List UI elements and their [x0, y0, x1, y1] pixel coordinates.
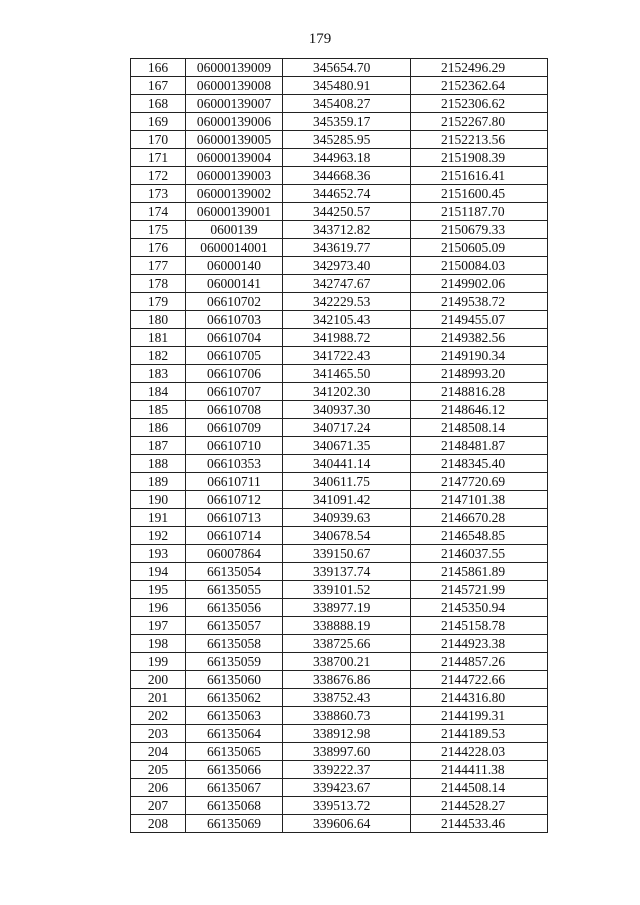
- table-row: [131, 617, 548, 635]
- table-row: [131, 419, 548, 437]
- x-coordinate-cell: 341465.50: [283, 365, 411, 383]
- row-number-cell: 179: [131, 293, 186, 311]
- point-id-cell: 66135064: [186, 725, 283, 743]
- table-row: [131, 131, 548, 149]
- y-coordinate-cell: 2150679.33: [411, 221, 548, 239]
- row-number-cell: 201: [131, 689, 186, 707]
- y-coordinate-cell: 2148508.14: [411, 419, 548, 437]
- y-coordinate-cell: 2144508.14: [411, 779, 548, 797]
- x-coordinate-cell: 345480.91: [283, 77, 411, 95]
- row-number-cell: 172: [131, 167, 186, 185]
- point-id-cell: 06610711: [186, 473, 283, 491]
- x-coordinate-cell: 341091.42: [283, 491, 411, 509]
- point-id-cell: 66135063: [186, 707, 283, 725]
- y-coordinate-cell: 2148481.87: [411, 437, 548, 455]
- row-number-cell: 199: [131, 653, 186, 671]
- y-coordinate-cell: 2145158.78: [411, 617, 548, 635]
- point-id-cell: 06000139002: [186, 185, 283, 203]
- point-id-cell: 66135067: [186, 779, 283, 797]
- point-id-cell: 06610703: [186, 311, 283, 329]
- table-row: [131, 77, 548, 95]
- row-number-cell: 166: [131, 59, 186, 77]
- row-number-cell: 188: [131, 455, 186, 473]
- table-row: [131, 329, 548, 347]
- x-coordinate-cell: 338997.60: [283, 743, 411, 761]
- table-row: [131, 167, 548, 185]
- y-coordinate-cell: 2149382.56: [411, 329, 548, 347]
- point-id-cell: 06610704: [186, 329, 283, 347]
- coordinates-table-body: [131, 59, 548, 833]
- y-coordinate-cell: 2144316.80: [411, 689, 548, 707]
- point-id-cell: 66135066: [186, 761, 283, 779]
- y-coordinate-cell: 2144228.03: [411, 743, 548, 761]
- y-coordinate-cell: 2149455.07: [411, 311, 548, 329]
- row-number-cell: 183: [131, 365, 186, 383]
- y-coordinate-cell: 2144857.26: [411, 653, 548, 671]
- table-row: [131, 599, 548, 617]
- x-coordinate-cell: 338977.19: [283, 599, 411, 617]
- x-coordinate-cell: 338888.19: [283, 617, 411, 635]
- x-coordinate-cell: 339150.67: [283, 545, 411, 563]
- row-number-cell: 206: [131, 779, 186, 797]
- row-number-cell: 205: [131, 761, 186, 779]
- row-number-cell: 207: [131, 797, 186, 815]
- table-row: [131, 383, 548, 401]
- row-number-cell: 171: [131, 149, 186, 167]
- point-id-cell: 06000139005: [186, 131, 283, 149]
- point-id-cell: 06610706: [186, 365, 283, 383]
- row-number-cell: 198: [131, 635, 186, 653]
- row-number-cell: 173: [131, 185, 186, 203]
- table-row: [131, 725, 548, 743]
- x-coordinate-cell: 341722.43: [283, 347, 411, 365]
- y-coordinate-cell: 2145861.89: [411, 563, 548, 581]
- y-coordinate-cell: 2152213.56: [411, 131, 548, 149]
- row-number-cell: 190: [131, 491, 186, 509]
- y-coordinate-cell: 2149190.34: [411, 347, 548, 365]
- x-coordinate-cell: 338676.86: [283, 671, 411, 689]
- row-number-cell: 187: [131, 437, 186, 455]
- y-coordinate-cell: 2145721.99: [411, 581, 548, 599]
- table-row: [131, 59, 548, 77]
- row-number-cell: 186: [131, 419, 186, 437]
- x-coordinate-cell: 338725.66: [283, 635, 411, 653]
- row-number-cell: 169: [131, 113, 186, 131]
- x-coordinate-cell: 342105.43: [283, 311, 411, 329]
- row-number-cell: 178: [131, 275, 186, 293]
- point-id-cell: 06000141: [186, 275, 283, 293]
- y-coordinate-cell: 2152362.64: [411, 77, 548, 95]
- y-coordinate-cell: 2151187.70: [411, 203, 548, 221]
- row-number-cell: 195: [131, 581, 186, 599]
- point-id-cell: 66135069: [186, 815, 283, 833]
- page-number: 179: [308, 31, 332, 47]
- point-id-cell: 06610353: [186, 455, 283, 473]
- y-coordinate-cell: 2144923.38: [411, 635, 548, 653]
- table-row: [131, 293, 548, 311]
- x-coordinate-cell: 338912.98: [283, 725, 411, 743]
- row-number-cell: 182: [131, 347, 186, 365]
- point-id-cell: 66135059: [186, 653, 283, 671]
- point-id-cell: 06610708: [186, 401, 283, 419]
- point-id-cell: 06000139001: [186, 203, 283, 221]
- x-coordinate-cell: 340611.75: [283, 473, 411, 491]
- y-coordinate-cell: 2148993.20: [411, 365, 548, 383]
- x-coordinate-cell: 344652.74: [283, 185, 411, 203]
- x-coordinate-cell: 338860.73: [283, 707, 411, 725]
- table-row: [131, 635, 548, 653]
- row-number-cell: 177: [131, 257, 186, 275]
- x-coordinate-cell: 339222.37: [283, 761, 411, 779]
- row-number-cell: 175: [131, 221, 186, 239]
- x-coordinate-cell: 343712.82: [283, 221, 411, 239]
- table-row: [131, 527, 548, 545]
- row-number-cell: 174: [131, 203, 186, 221]
- y-coordinate-cell: 2144533.46: [411, 815, 548, 833]
- row-number-cell: 192: [131, 527, 186, 545]
- x-coordinate-cell: 340939.63: [283, 509, 411, 527]
- table-row: [131, 707, 548, 725]
- table-row: [131, 239, 548, 257]
- x-coordinate-cell: 344668.36: [283, 167, 411, 185]
- point-id-cell: 06610712: [186, 491, 283, 509]
- y-coordinate-cell: 2145350.94: [411, 599, 548, 617]
- point-id-cell: 06610702: [186, 293, 283, 311]
- x-coordinate-cell: 340671.35: [283, 437, 411, 455]
- row-number-cell: 185: [131, 401, 186, 419]
- x-coordinate-cell: 345285.95: [283, 131, 411, 149]
- y-coordinate-cell: 2147720.69: [411, 473, 548, 491]
- point-id-cell: 66135065: [186, 743, 283, 761]
- table-row: [131, 221, 548, 239]
- table-row: [131, 545, 548, 563]
- table-row: [131, 563, 548, 581]
- point-id-cell: 06610709: [186, 419, 283, 437]
- table-row: [131, 437, 548, 455]
- x-coordinate-cell: 338752.43: [283, 689, 411, 707]
- y-coordinate-cell: 2148646.12: [411, 401, 548, 419]
- x-coordinate-cell: 341202.30: [283, 383, 411, 401]
- x-coordinate-cell: 344963.18: [283, 149, 411, 167]
- point-id-cell: 66135054: [186, 563, 283, 581]
- table-row: [131, 473, 548, 491]
- point-id-cell: 66135068: [186, 797, 283, 815]
- point-id-cell: 06000139008: [186, 77, 283, 95]
- x-coordinate-cell: 345408.27: [283, 95, 411, 113]
- x-coordinate-cell: 340937.30: [283, 401, 411, 419]
- point-id-cell: 66135062: [186, 689, 283, 707]
- table-row: [131, 815, 548, 833]
- point-id-cell: 66135056: [186, 599, 283, 617]
- point-id-cell: 0600139: [186, 221, 283, 239]
- y-coordinate-cell: 2146548.85: [411, 527, 548, 545]
- y-coordinate-cell: 2144411.38: [411, 761, 548, 779]
- row-number-cell: 194: [131, 563, 186, 581]
- table-row: [131, 797, 548, 815]
- point-id-cell: 06000140: [186, 257, 283, 275]
- x-coordinate-cell: 339513.72: [283, 797, 411, 815]
- row-number-cell: 196: [131, 599, 186, 617]
- y-coordinate-cell: 2149538.72: [411, 293, 548, 311]
- row-number-cell: 197: [131, 617, 186, 635]
- y-coordinate-cell: 2146670.28: [411, 509, 548, 527]
- table-row: [131, 779, 548, 797]
- y-coordinate-cell: 2144189.53: [411, 725, 548, 743]
- row-number-cell: 200: [131, 671, 186, 689]
- point-id-cell: 06610714: [186, 527, 283, 545]
- y-coordinate-cell: 2148816.28: [411, 383, 548, 401]
- point-id-cell: 06610710: [186, 437, 283, 455]
- row-number-cell: 167: [131, 77, 186, 95]
- x-coordinate-cell: 342229.53: [283, 293, 411, 311]
- y-coordinate-cell: 2152496.29: [411, 59, 548, 77]
- table-row: [131, 689, 548, 707]
- table-row: [131, 311, 548, 329]
- table-row: [131, 203, 548, 221]
- y-coordinate-cell: 2149902.06: [411, 275, 548, 293]
- row-number-cell: 168: [131, 95, 186, 113]
- y-coordinate-cell: 2148345.40: [411, 455, 548, 473]
- y-coordinate-cell: 2146037.55: [411, 545, 548, 563]
- table-row: [131, 257, 548, 275]
- y-coordinate-cell: 2150605.09: [411, 239, 548, 257]
- table-row: [131, 95, 548, 113]
- row-number-cell: 170: [131, 131, 186, 149]
- row-number-cell: 193: [131, 545, 186, 563]
- row-number-cell: 191: [131, 509, 186, 527]
- point-id-cell: 06610707: [186, 383, 283, 401]
- point-id-cell: 66135055: [186, 581, 283, 599]
- y-coordinate-cell: 2151908.39: [411, 149, 548, 167]
- point-id-cell: 66135057: [186, 617, 283, 635]
- row-number-cell: 203: [131, 725, 186, 743]
- coordinates-table: [130, 58, 548, 833]
- x-coordinate-cell: 340441.14: [283, 455, 411, 473]
- point-id-cell: 06000139004: [186, 149, 283, 167]
- table-row: [131, 365, 548, 383]
- row-number-cell: 184: [131, 383, 186, 401]
- table-row: [131, 347, 548, 365]
- x-coordinate-cell: 344250.57: [283, 203, 411, 221]
- table-row: [131, 455, 548, 473]
- table-row: [131, 761, 548, 779]
- point-id-cell: 06000139007: [186, 95, 283, 113]
- point-id-cell: 06000139009: [186, 59, 283, 77]
- x-coordinate-cell: 343619.77: [283, 239, 411, 257]
- y-coordinate-cell: 2152267.80: [411, 113, 548, 131]
- x-coordinate-cell: 340678.54: [283, 527, 411, 545]
- table-row: [131, 401, 548, 419]
- y-coordinate-cell: 2144528.27: [411, 797, 548, 815]
- x-coordinate-cell: 342747.67: [283, 275, 411, 293]
- x-coordinate-cell: 339137.74: [283, 563, 411, 581]
- y-coordinate-cell: 2147101.38: [411, 491, 548, 509]
- row-number-cell: 202: [131, 707, 186, 725]
- point-id-cell: 06007864: [186, 545, 283, 563]
- row-number-cell: 181: [131, 329, 186, 347]
- x-coordinate-cell: 339606.64: [283, 815, 411, 833]
- point-id-cell: 66135060: [186, 671, 283, 689]
- table-row: [131, 149, 548, 167]
- y-coordinate-cell: 2150084.03: [411, 257, 548, 275]
- row-number-cell: 204: [131, 743, 186, 761]
- table-row: [131, 743, 548, 761]
- point-id-cell: 0600014001: [186, 239, 283, 257]
- point-id-cell: 06610705: [186, 347, 283, 365]
- table-row: [131, 185, 548, 203]
- row-number-cell: 176: [131, 239, 186, 257]
- point-id-cell: 06610713: [186, 509, 283, 527]
- x-coordinate-cell: 340717.24: [283, 419, 411, 437]
- y-coordinate-cell: 2152306.62: [411, 95, 548, 113]
- row-number-cell: 189: [131, 473, 186, 491]
- y-coordinate-cell: 2151600.45: [411, 185, 548, 203]
- y-coordinate-cell: 2144199.31: [411, 707, 548, 725]
- x-coordinate-cell: 341988.72: [283, 329, 411, 347]
- table-row: [131, 581, 548, 599]
- x-coordinate-cell: 339423.67: [283, 779, 411, 797]
- x-coordinate-cell: 338700.21: [283, 653, 411, 671]
- row-number-cell: 208: [131, 815, 186, 833]
- point-id-cell: 66135058: [186, 635, 283, 653]
- point-id-cell: 06000139003: [186, 167, 283, 185]
- x-coordinate-cell: 345359.17: [283, 113, 411, 131]
- table-row: [131, 113, 548, 131]
- table-row: [131, 275, 548, 293]
- table-row: [131, 671, 548, 689]
- x-coordinate-cell: 345654.70: [283, 59, 411, 77]
- y-coordinate-cell: 2151616.41: [411, 167, 548, 185]
- table-row: [131, 509, 548, 527]
- x-coordinate-cell: 342973.40: [283, 257, 411, 275]
- y-coordinate-cell: 2144722.66: [411, 671, 548, 689]
- row-number-cell: 180: [131, 311, 186, 329]
- x-coordinate-cell: 339101.52: [283, 581, 411, 599]
- table-row: [131, 491, 548, 509]
- table-row: [131, 653, 548, 671]
- point-id-cell: 06000139006: [186, 113, 283, 131]
